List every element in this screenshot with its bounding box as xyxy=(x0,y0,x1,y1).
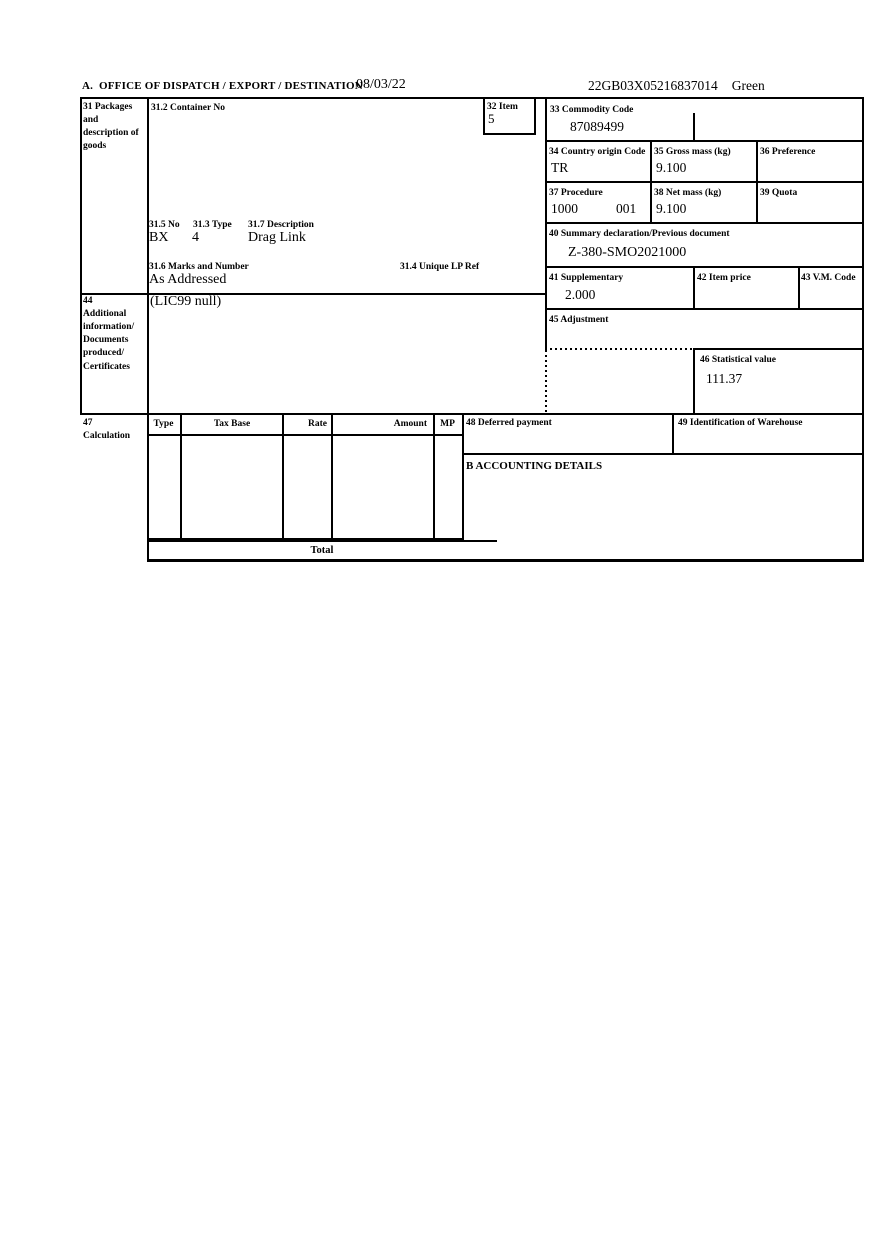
calc-header-rate: Rate xyxy=(308,419,327,429)
box41-value: 2.000 xyxy=(565,287,596,302)
box37-row-bottom-border xyxy=(545,222,864,224)
calc-total-label: Total xyxy=(310,545,334,556)
section-b-title: B ACCOUNTING DETAILS xyxy=(466,460,603,472)
box44-value: (LIC99 null) xyxy=(150,294,222,309)
mrn-row xyxy=(588,79,765,94)
box42-43-divider xyxy=(798,266,800,308)
box31-label: 31 Packages and description of goods xyxy=(83,102,139,152)
box46-top-border xyxy=(693,348,864,350)
box48-row-bottom-border xyxy=(462,453,864,455)
box34-value: TR xyxy=(551,160,569,175)
box31-7-label: 31.7 Description xyxy=(248,220,314,230)
box32-bottom-border xyxy=(483,133,536,135)
mrn-number: 22GB03X05216837014 xyxy=(588,78,718,93)
box46-value: 111.37 xyxy=(706,371,743,386)
box48-label: 48 Deferred payment xyxy=(466,418,552,428)
calc-col3-divider xyxy=(331,413,333,538)
box37-value-1: 1000 xyxy=(551,201,578,216)
box31-5-value: BX xyxy=(149,230,169,245)
box31-6-label: 31.6 Marks and Number xyxy=(149,262,249,272)
box48-49-divider xyxy=(672,413,674,453)
box46-label: 46 Statistical value xyxy=(700,355,776,365)
total-row-top-border xyxy=(147,540,497,542)
box37-value-2: 001 xyxy=(616,201,637,216)
box38-value: 9.100 xyxy=(656,201,687,216)
box33-label: 33 Commodity Code xyxy=(550,105,634,115)
adjustment-dotted-left-border xyxy=(545,350,547,412)
commodity-code-separator xyxy=(693,113,695,140)
box31-5-label: 31.5 No xyxy=(149,220,180,230)
box38-label: 38 Net mass (kg) xyxy=(654,188,722,198)
section-a-title: A. OFFICE OF DISPATCH / EXPORT / DESTINATION xyxy=(82,80,363,92)
box35-36-divider xyxy=(756,140,758,222)
box41-row-bottom-border xyxy=(545,308,864,310)
box47-label: 47 Calculation xyxy=(83,418,130,442)
calc-table-left-border xyxy=(147,413,149,562)
box39-label: 39 Quota xyxy=(760,188,798,198)
box46-left-border xyxy=(693,348,695,413)
box43-label: 43 V.M. Code xyxy=(801,273,856,283)
label-column-divider xyxy=(147,97,149,413)
calc-col4-divider xyxy=(433,413,435,538)
box33-value: 87089499 xyxy=(570,119,624,134)
dispatch-date: 08/03/22 xyxy=(356,77,406,92)
calc-col1-divider xyxy=(180,413,182,538)
adjustment-dotted-top-border xyxy=(545,348,693,350)
box34-row-bottom-border xyxy=(545,181,864,183)
box34-35-divider xyxy=(650,140,652,222)
box33-bottom-border xyxy=(545,140,864,142)
form-top-border xyxy=(80,97,864,99)
box35-label: 35 Gross mass (kg) xyxy=(654,147,731,157)
calc-table-right-border xyxy=(462,413,464,540)
calc-header-bottom-border xyxy=(147,434,464,436)
right-column-divider xyxy=(545,97,547,348)
box32-right-border xyxy=(534,97,536,133)
calc-header-amount: Amount xyxy=(393,419,427,429)
form-bottom-border xyxy=(147,559,864,562)
box41-42-divider xyxy=(693,266,695,308)
box31-6-value: As Addressed xyxy=(149,272,227,287)
form-right-border xyxy=(862,97,864,562)
box32-label: 32 Item xyxy=(487,102,518,112)
box40-value: Z-380-SMO2021000 xyxy=(568,245,687,260)
box45-label: 45 Adjustment xyxy=(549,315,609,325)
box32-value: 5 xyxy=(488,111,495,126)
box31-3-value: 4 xyxy=(192,230,199,245)
calc-header-mp: MP xyxy=(440,419,455,429)
box44-label: 44 Additional information/ Documents produced/ Certificates xyxy=(83,296,135,372)
box32-left-border xyxy=(483,97,485,133)
box42-label: 42 Item price xyxy=(697,273,751,283)
box36-label: 36 Preference xyxy=(760,147,816,157)
box37-label: 37 Procedure xyxy=(549,188,603,198)
box31-4-label: 31.4 Unique LP Ref xyxy=(400,262,480,272)
box31-3-label: 31.3 Type xyxy=(193,220,232,230)
box34-label: 34 Country origin Code xyxy=(549,147,646,157)
box40-label: 40 Summary declaration/Previous document xyxy=(549,229,730,239)
calc-col2-divider xyxy=(282,413,284,538)
box40-bottom-border xyxy=(545,266,864,268)
calc-header-tax-base: Tax Base xyxy=(213,419,251,429)
routing-status: Green xyxy=(731,78,765,93)
box41-label: 41 Supplementary xyxy=(549,273,624,283)
upper-form-bottom-border xyxy=(80,413,864,415)
box31-7-value: Drag Link xyxy=(248,230,306,245)
box35-value: 9.100 xyxy=(656,160,687,175)
calc-header-type: Type xyxy=(153,419,174,429)
box31-2-label: 31.2 Container No xyxy=(151,103,225,113)
form-left-border xyxy=(80,97,82,415)
box49-label: 49 Identification of Warehouse xyxy=(678,418,803,428)
